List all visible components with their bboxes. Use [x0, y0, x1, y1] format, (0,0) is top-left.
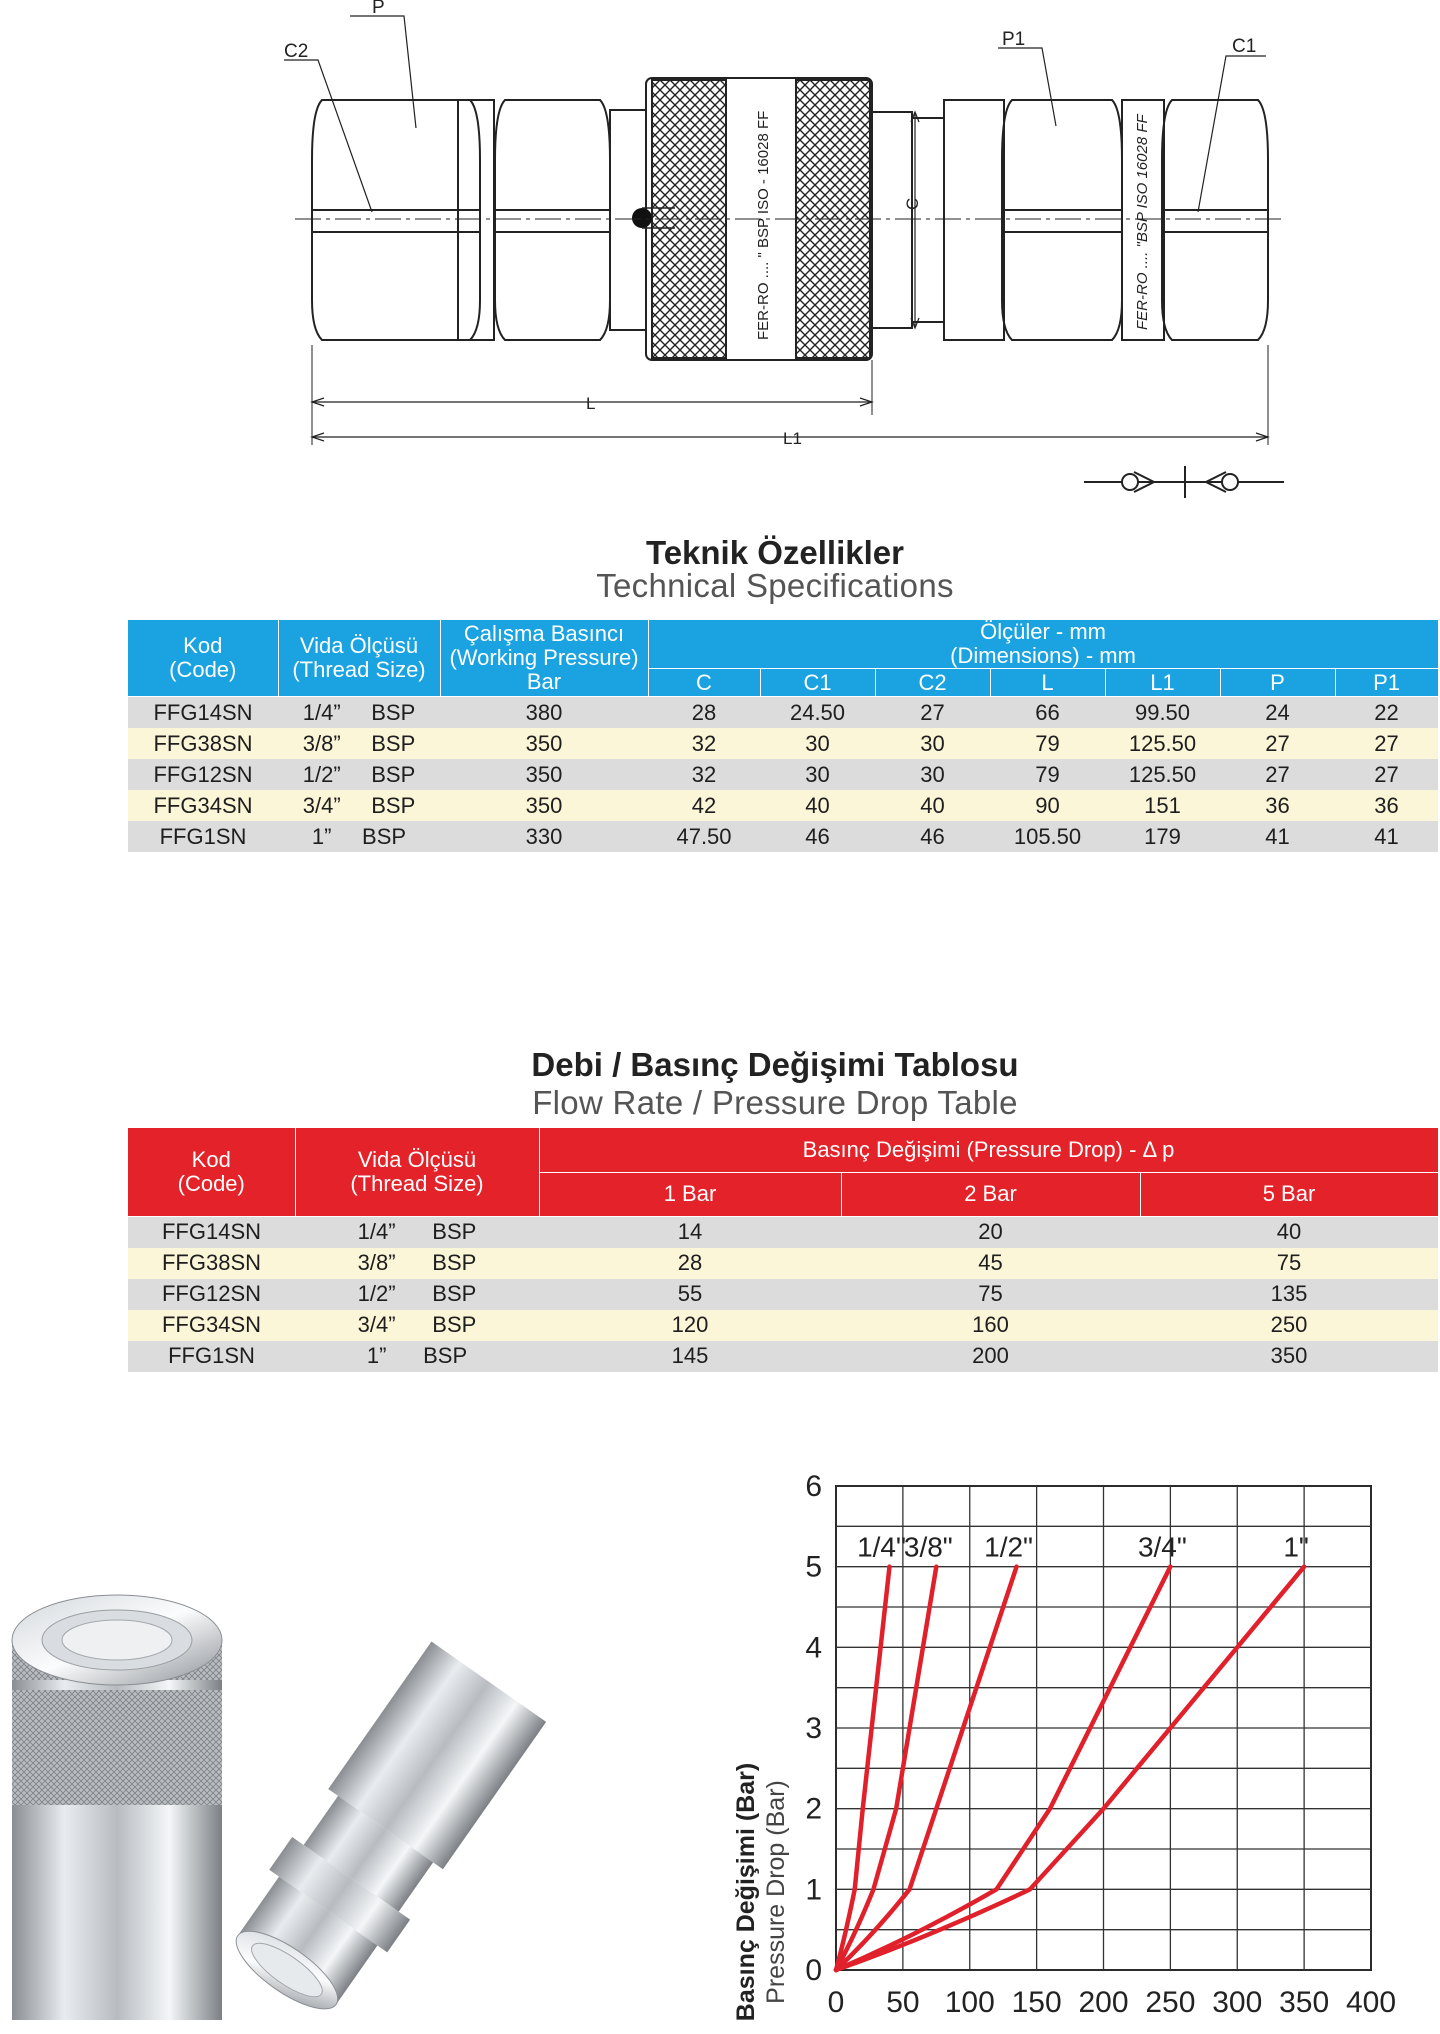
row-dim: 24.50	[760, 697, 875, 729]
table-row	[128, 1341, 1438, 1372]
table-row	[128, 821, 1438, 852]
flow-header-code: Kod (Code)	[128, 1128, 295, 1216]
row-code: FFG12SN	[128, 1279, 295, 1310]
row-dim: 99.50	[1105, 697, 1220, 729]
row-pressure: 380	[440, 697, 648, 729]
row-dim: 105.50	[990, 821, 1105, 852]
pressure-drop-chart	[710, 1462, 1410, 2034]
row-pressure: 350	[440, 728, 648, 759]
spec-col-c: C	[648, 669, 760, 697]
y-tick-label: 4	[805, 1631, 822, 1665]
y-axis-label-en: Pressure Drop (Bar)	[762, 1780, 790, 2004]
product-photo	[0, 1520, 700, 2034]
row-value: 145	[539, 1341, 841, 1372]
male-plug-photo	[215, 1640, 547, 2029]
row-value: 160	[841, 1310, 1140, 1341]
row-dim: 30	[875, 728, 990, 759]
table-row	[128, 697, 1438, 729]
row-dim: 30	[760, 728, 875, 759]
row-thread: 1” BSP	[278, 821, 440, 852]
row-dim: 151	[1105, 790, 1220, 821]
row-dim: 179	[1105, 821, 1220, 852]
row-dim: 27	[1220, 759, 1335, 790]
row-dim: 40	[760, 790, 875, 821]
spec-header-dims: Ölçüler - mm (Dimensions) - mm	[648, 620, 1438, 669]
row-value: 250	[1140, 1310, 1438, 1341]
row-value: 350	[1140, 1341, 1438, 1372]
x-tick-label: 150	[1011, 1986, 1062, 2019]
row-code: FFG34SN	[128, 1310, 295, 1341]
callout-c1: C1	[1232, 36, 1257, 57]
spec-col-c1: C1	[760, 669, 875, 697]
row-value: 40	[1140, 1216, 1438, 1248]
row-value: 120	[539, 1310, 841, 1341]
x-tick-label: 200	[1078, 1986, 1129, 2019]
table-row	[128, 1279, 1438, 1310]
dim-label-c: C	[903, 197, 922, 210]
y-tick-label: 2	[805, 1792, 822, 1826]
flow-col-5bar: 5 Bar	[1140, 1172, 1438, 1216]
row-pressure: 350	[440, 759, 648, 790]
spec-title-tr: Teknik Özellikler	[645, 534, 904, 571]
table-row	[128, 1310, 1438, 1341]
series-label: 1"	[1283, 1531, 1309, 1563]
row-dim: 41	[1220, 821, 1335, 852]
row-thread: 1/4” BSP	[295, 1216, 539, 1248]
spec-header-code: Kod (Code)	[128, 620, 278, 697]
spec-col-l: L	[990, 669, 1105, 697]
table-row	[128, 759, 1438, 790]
row-dim: 41	[1335, 821, 1438, 852]
table-row	[128, 728, 1438, 759]
x-tick-label: 250	[1145, 1986, 1196, 2019]
x-tick-label: 50	[886, 1986, 920, 2019]
row-dim: 36	[1220, 790, 1335, 821]
row-dim: 30	[875, 759, 990, 790]
row-thread: 1/4” BSP	[278, 697, 440, 729]
row-thread: 3/4” BSP	[295, 1310, 539, 1341]
dim-label-l1: L1	[783, 429, 802, 448]
row-dim: 28	[648, 697, 760, 729]
flow-header-drop: Basınç Değişimi (Pressure Drop) - Δ p	[539, 1128, 1438, 1172]
row-thread: 1” BSP	[295, 1341, 539, 1372]
row-value: 135	[1140, 1279, 1438, 1310]
x-tick-label: 400	[1345, 1986, 1397, 2019]
row-code: FFG14SN	[128, 697, 278, 729]
row-value: 75	[1140, 1248, 1438, 1279]
spec-col-p1: P1	[1335, 669, 1438, 697]
y-tick-label: 0	[805, 1954, 822, 1987]
row-dim: 46	[875, 821, 990, 852]
x-tick-label: 300	[1212, 1986, 1263, 2019]
y-tick-label: 5	[805, 1550, 822, 1584]
series-label: 3/4"	[1137, 1531, 1187, 1563]
row-dim: 125.50	[1105, 759, 1220, 790]
callout-p1: P1	[1002, 29, 1026, 50]
spec-title-en: Technical Specifications	[596, 567, 954, 604]
row-dim: 32	[648, 759, 760, 790]
row-code: FFG38SN	[128, 1248, 295, 1279]
row-code: FFG38SN	[128, 728, 278, 759]
series-label: 3/8"	[903, 1531, 953, 1563]
row-dim: 27	[1220, 728, 1335, 759]
spec-col-c2: C2	[875, 669, 990, 697]
y-axis-label: Basınç Değişimi (Bar)	[732, 1762, 760, 2022]
series-label: 1/4"	[857, 1531, 906, 1563]
row-code: FFG14SN	[128, 1216, 295, 1248]
row-value: 28	[539, 1248, 841, 1279]
row-value: 200	[841, 1341, 1140, 1372]
row-dim: 22	[1335, 697, 1438, 729]
y-tick-label: 1	[805, 1873, 822, 1907]
row-dim: 79	[990, 728, 1105, 759]
row-value: 45	[841, 1248, 1140, 1279]
row-thread: 3/4” BSP	[278, 790, 440, 821]
flow-header-thread: Vida Ölçüsü (Thread Size)	[295, 1128, 539, 1216]
row-thread: 1/2” BSP	[295, 1279, 539, 1310]
flow-col-2bar: 2 Bar	[841, 1172, 1140, 1216]
row-code: FFG1SN	[128, 1341, 295, 1372]
row-thread: 1/2” BSP	[278, 759, 440, 790]
row-value: 20	[841, 1216, 1140, 1248]
flow-table	[128, 1128, 1439, 1372]
row-dim: 46	[760, 821, 875, 852]
flow-title-tr: Debi / Basınç Değişimi Tablosu	[531, 1046, 1019, 1083]
x-tick-label: 100	[944, 1986, 995, 2019]
row-dim: 47.50	[648, 821, 760, 852]
row-dim: 32	[648, 728, 760, 759]
row-dim: 90	[990, 790, 1105, 821]
engraving-left: FER-RO .... " BSP ISO - 16028 FF	[755, 110, 772, 340]
spec-table	[128, 620, 1439, 852]
row-dim: 36	[1335, 790, 1438, 821]
row-dim: 125.50	[1105, 728, 1220, 759]
row-dim: 27	[875, 697, 990, 729]
engraving-right: FER-RO .... "BSP ISO 16028 FF	[1134, 114, 1151, 330]
series-label: 1/2"	[984, 1531, 1033, 1563]
spec-col-l1: L1	[1105, 669, 1220, 697]
row-dim: 66	[990, 697, 1105, 729]
coupling-technical-drawing	[0, 0, 1440, 510]
callout-c2: C2	[284, 41, 309, 62]
row-dim: 27	[1335, 728, 1438, 759]
y-tick-label: 3	[805, 1712, 822, 1745]
callout-p: P	[372, 0, 385, 18]
spec-header-pressure: Çalışma Basıncı (Working Pressure) Bar	[440, 620, 648, 697]
x-tick-label: 350	[1279, 1986, 1330, 2019]
table-row	[128, 1216, 1438, 1248]
coupling-symbol-icon	[1080, 462, 1290, 502]
x-tick-label: 0	[827, 1986, 845, 2019]
dim-label-l: L	[586, 394, 596, 413]
row-thread: 3/8” BSP	[295, 1248, 539, 1279]
flow-col-1bar: 1 Bar	[539, 1172, 841, 1216]
row-dim: 40	[875, 790, 990, 821]
row-dim: 30	[760, 759, 875, 790]
flow-title-en: Flow Rate / Pressure Drop Table	[532, 1084, 1018, 1121]
spec-col-p: P	[1220, 669, 1335, 697]
row-code: FFG1SN	[128, 821, 278, 852]
row-code: FFG34SN	[128, 790, 278, 821]
table-row	[128, 1248, 1438, 1279]
row-value: 55	[539, 1279, 841, 1310]
female-coupler-photo	[12, 1595, 222, 2020]
row-dim: 42	[648, 790, 760, 821]
table-row	[128, 790, 1438, 821]
y-tick-label: 6	[805, 1470, 822, 1503]
row-value: 14	[539, 1216, 841, 1248]
spec-header-thread: Vida Ölçüsü (Thread Size)	[278, 620, 440, 697]
row-pressure: 330	[440, 821, 648, 852]
row-thread: 3/8” BSP	[278, 728, 440, 759]
row-value: 75	[841, 1279, 1140, 1310]
row-dim: 79	[990, 759, 1105, 790]
row-pressure: 350	[440, 790, 648, 821]
row-dim: 27	[1335, 759, 1438, 790]
row-code: FFG12SN	[128, 759, 278, 790]
row-dim: 24	[1220, 697, 1335, 729]
